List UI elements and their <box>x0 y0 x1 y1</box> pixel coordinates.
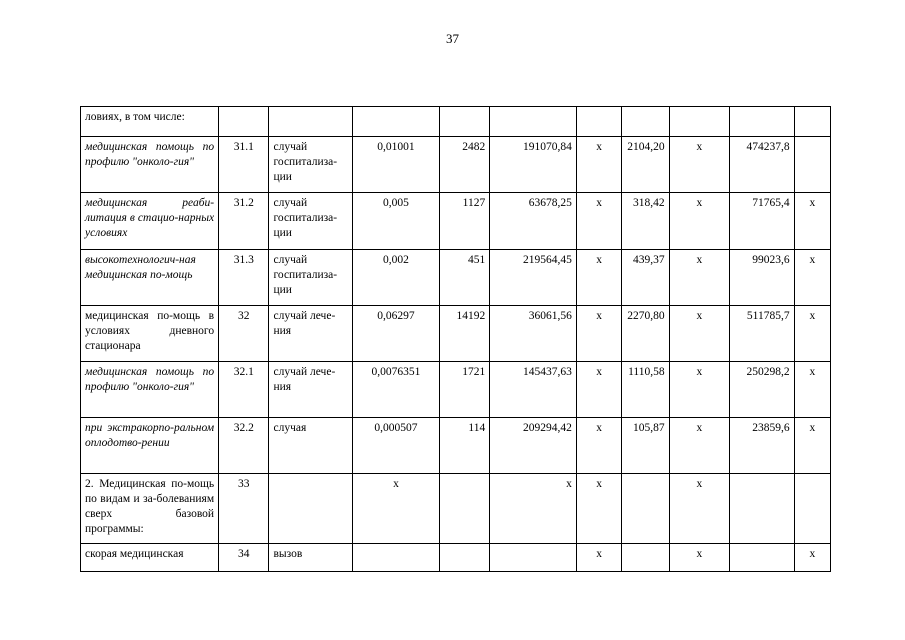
volume-norm-cell: х <box>353 474 440 544</box>
row-number-cell: 32.2 <box>219 418 269 474</box>
row-number-cell: 33 <box>219 474 269 544</box>
row-number-cell: 32.1 <box>219 362 269 418</box>
volume-cell <box>439 107 489 137</box>
row-number-cell: 31.3 <box>219 250 269 306</box>
volume-cell: 451 <box>439 250 489 306</box>
volume-cell: 1127 <box>439 193 489 250</box>
row-number-cell: 31.2 <box>219 193 269 250</box>
col-x2-cell: х <box>669 250 729 306</box>
unit-cell: случай госпитализа-ции <box>269 250 353 306</box>
col-x3-cell: х <box>794 544 830 572</box>
row-number-cell: 32 <box>219 306 269 362</box>
unit-cell: случай госпитализа-ции <box>269 137 353 193</box>
volume-cell: 114 <box>439 418 489 474</box>
per-capita-cell: 318,42 <box>622 193 669 250</box>
total-cost-cell <box>730 544 795 572</box>
col-x1-cell: х <box>576 418 621 474</box>
col-x1-cell: х <box>576 474 621 544</box>
row-name: медицинская помощь по профилю "онколо-гия" <box>81 137 219 193</box>
table-row <box>81 474 831 544</box>
total-cost-cell: 99023,6 <box>730 250 795 306</box>
col-x1-cell: х <box>576 306 621 362</box>
row-name: медицинская по-мощь в условиях дневного стационара <box>81 306 219 362</box>
col-x2-cell: х <box>669 193 729 250</box>
data-table <box>80 106 831 572</box>
total-cost-cell <box>730 107 795 137</box>
col-x1-cell: х <box>576 362 621 418</box>
col-x3-cell <box>794 137 830 193</box>
per-capita-cell <box>622 107 669 137</box>
cost-norm-cell <box>490 107 577 137</box>
per-capita-cell: 2270,80 <box>622 306 669 362</box>
col-x3-cell: х <box>794 250 830 306</box>
per-capita-cell: 2104,20 <box>622 137 669 193</box>
col-x2-cell: х <box>669 137 729 193</box>
volume-cell: 1721 <box>439 362 489 418</box>
total-cost-cell: 250298,2 <box>730 362 795 418</box>
col-x2-cell: х <box>669 362 729 418</box>
table-row <box>81 306 831 362</box>
col-x2-cell: х <box>669 474 729 544</box>
col-x2-cell: х <box>669 544 729 572</box>
per-capita-cell: 439,37 <box>622 250 669 306</box>
total-cost-cell: 23859,6 <box>730 418 795 474</box>
row-name: скорая медицинская <box>81 544 219 572</box>
volume-norm-cell: 0,000507 <box>353 418 440 474</box>
col-x2-cell: х <box>669 306 729 362</box>
col-x2-cell <box>669 107 729 137</box>
unit-cell: случай госпитализа-ции <box>269 193 353 250</box>
col-x1-cell: х <box>576 193 621 250</box>
col-x3-cell: х <box>794 418 830 474</box>
unit-cell: вызов <box>269 544 353 572</box>
volume-norm-cell <box>353 544 440 572</box>
unit-cell: случай лече-ния <box>269 362 353 418</box>
cost-norm-cell: 191070,84 <box>490 137 577 193</box>
col-x3-cell <box>794 107 830 137</box>
unit-cell: случая <box>269 418 353 474</box>
per-capita-cell <box>622 474 669 544</box>
col-x3-cell: х <box>794 362 830 418</box>
table-row <box>81 250 831 306</box>
row-name: медицинская реаби-литация в стацио-нарных условиях <box>81 193 219 250</box>
total-cost-cell: 71765,4 <box>730 193 795 250</box>
volume-cell: 2482 <box>439 137 489 193</box>
unit-cell <box>269 474 353 544</box>
table-row <box>81 193 831 250</box>
volume-norm-cell: 0,002 <box>353 250 440 306</box>
row-number-cell: 31.1 <box>219 137 269 193</box>
per-capita-cell: 1110,58 <box>622 362 669 418</box>
per-capita-cell: 105,87 <box>622 418 669 474</box>
cost-norm-cell: 209294,42 <box>490 418 577 474</box>
page-number: 37 <box>446 31 459 46</box>
volume-cell: 14192 <box>439 306 489 362</box>
col-x1-cell <box>576 107 621 137</box>
total-cost-cell: 511785,7 <box>730 306 795 362</box>
volume-cell <box>439 474 489 544</box>
volume-norm-cell <box>353 107 440 137</box>
table-row <box>81 544 831 572</box>
cost-norm-cell: 36061,56 <box>490 306 577 362</box>
table-row <box>81 418 831 474</box>
volume-cell <box>439 544 489 572</box>
table-row <box>81 137 831 193</box>
cost-norm-cell: 63678,25 <box>490 193 577 250</box>
cost-norm-cell: 145437,63 <box>490 362 577 418</box>
row-name: при экстракорпо-ральном оплодотво-рении <box>81 418 219 474</box>
col-x3-cell <box>794 474 830 544</box>
unit-cell <box>269 107 353 137</box>
cost-norm-cell <box>490 544 577 572</box>
col-x3-cell: х <box>794 306 830 362</box>
col-x3-cell: х <box>794 193 830 250</box>
col-x1-cell: х <box>576 544 621 572</box>
per-capita-cell <box>622 544 669 572</box>
volume-norm-cell: 0,06297 <box>353 306 440 362</box>
total-cost-cell <box>730 474 795 544</box>
row-name: медицинская помощь по профилю "онколо-гия" <box>81 362 219 418</box>
row-name: ловиях, в том числе: <box>81 107 219 137</box>
col-x2-cell: х <box>669 418 729 474</box>
total-cost-cell: 474237,8 <box>730 137 795 193</box>
unit-cell: случай лече-ния <box>269 306 353 362</box>
table-row <box>81 107 831 137</box>
row-name: высокотехнологич-ная медицинская по-мощь <box>81 250 219 306</box>
row-number-cell: 34 <box>219 544 269 572</box>
volume-norm-cell: 0,0076351 <box>353 362 440 418</box>
col-x1-cell: х <box>576 137 621 193</box>
table-row <box>81 362 831 418</box>
row-name: 2. Медицинская по-мощь по видам и за-болеваниям сверх базовой программы: <box>81 474 219 544</box>
row-number-cell <box>219 107 269 137</box>
cost-norm-cell: х <box>490 474 577 544</box>
cost-norm-cell: 219564,45 <box>490 250 577 306</box>
volume-norm-cell: 0,01001 <box>353 137 440 193</box>
volume-norm-cell: 0,005 <box>353 193 440 250</box>
col-x1-cell: х <box>576 250 621 306</box>
